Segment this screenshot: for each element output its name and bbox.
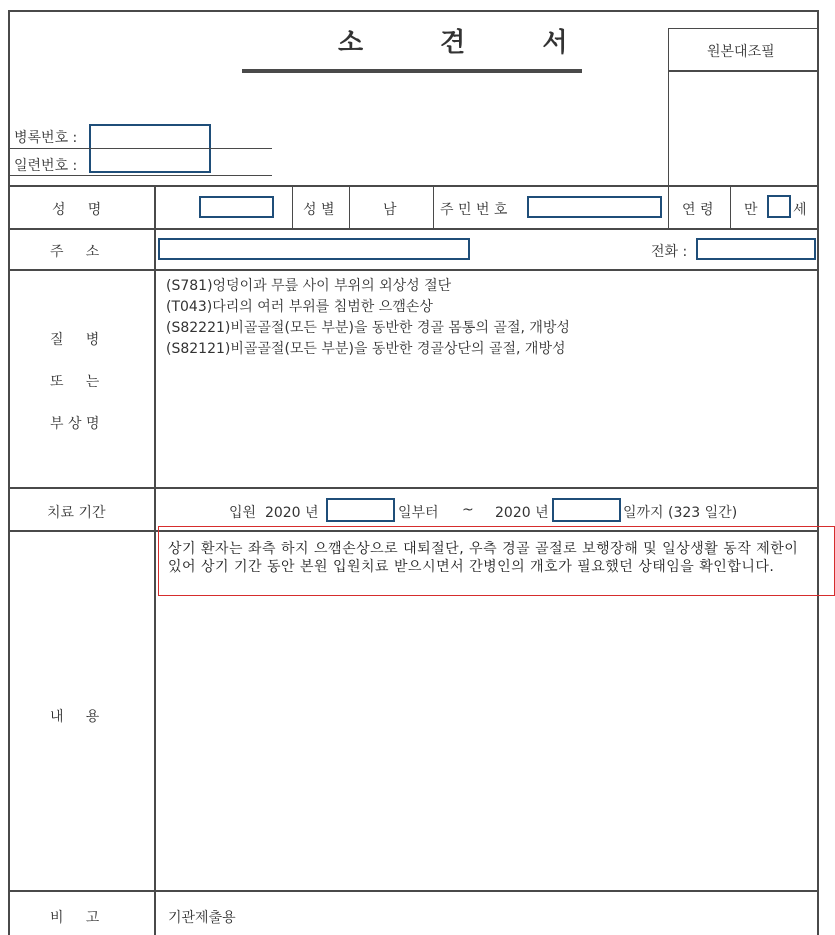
row-line-2 [8, 228, 819, 230]
diagnosis-item: (T043)다리의 여러 부위를 침범한 으깸손상 [166, 299, 433, 315]
content-text: 상기 환자는 좌측 하지 으깸손상으로 대퇴절단, 우측 경골 골절로 보행장해 및 일상생활 동작 제한이 있어 상기 기간 동안 본원 입원치료 받으시면서 간병인의 개호가 필요했던 상태임을 확인합니다. [168, 541, 799, 575]
registration-underline [10, 148, 272, 149]
diagnosis-label-1: 질 병 [50, 332, 100, 348]
label-column-divider [154, 185, 156, 935]
divider-gender-value [349, 185, 350, 228]
registration-no-label: 병록번호 : [14, 130, 78, 146]
remarks-value: 기관제출용 [168, 910, 236, 926]
name-field[interactable] [199, 196, 274, 218]
phone-label: 전화 : [651, 244, 688, 260]
row-line-1 [8, 185, 819, 187]
original-stamp-label: 원본대조필 [707, 44, 775, 60]
document-title: 소 견 서 [338, 28, 602, 58]
age-field[interactable] [767, 195, 791, 218]
remarks-label: 비 고 [50, 910, 100, 926]
frame-right [817, 10, 819, 935]
treatment-start-suffix: 일부터 [398, 505, 439, 521]
row-line-4 [8, 487, 819, 489]
divider-resident [433, 185, 434, 228]
treatment-end-prefix: 2020 년 [495, 505, 549, 521]
resident-no-field[interactable] [527, 196, 662, 218]
title-underline [242, 69, 582, 73]
divider-age-start [668, 185, 669, 228]
age-prefix: 만 [744, 202, 758, 218]
resident-no-label: 주 민 번 호 [440, 202, 508, 218]
treatment-end-field[interactable] [552, 498, 621, 522]
age-suffix: 세 [793, 202, 807, 218]
divider-age-value [730, 185, 731, 228]
treatment-end-suffix: 일까지 (323 일간) [623, 505, 738, 521]
diagnosis-item: (S82221)비골골절(모든 부분)을 동반한 경골 몸통의 골절, 개방성 [166, 320, 570, 336]
name-label: 성 명 [52, 202, 102, 218]
serial-no-label: 일련번호 : [14, 158, 78, 174]
treatment-start-field[interactable] [326, 498, 395, 522]
age-label: 연 령 [682, 202, 714, 218]
row-line-6 [8, 890, 819, 892]
divider-gender-start [292, 185, 293, 228]
gender-value: 남 [383, 202, 397, 218]
frame-top [8, 10, 819, 12]
address-label: 주 소 [50, 244, 100, 260]
content-label: 내 용 [50, 709, 100, 725]
stamp-divider [668, 70, 818, 72]
diagnosis-item: (S781)엉덩이과 무릎 사이 부위의 외상성 절단 [166, 278, 452, 294]
gender-label: 성 별 [303, 202, 335, 218]
treatment-label: 치료 기간 [47, 505, 106, 521]
serial-underline [10, 175, 272, 176]
diagnosis-item: (S82121)비골골절(모든 부분)을 동반한 경골상단의 골절, 개방성 [166, 341, 566, 357]
address-field[interactable] [158, 238, 470, 260]
row-line-3 [8, 269, 819, 271]
diagnosis-label-3: 부 상 명 [50, 416, 100, 432]
diagnosis-label-2: 또 는 [50, 374, 100, 390]
phone-field[interactable] [696, 238, 816, 260]
treatment-tilde: ~ [462, 502, 474, 518]
treatment-start-prefix: 입원 2020 년 [229, 505, 319, 521]
